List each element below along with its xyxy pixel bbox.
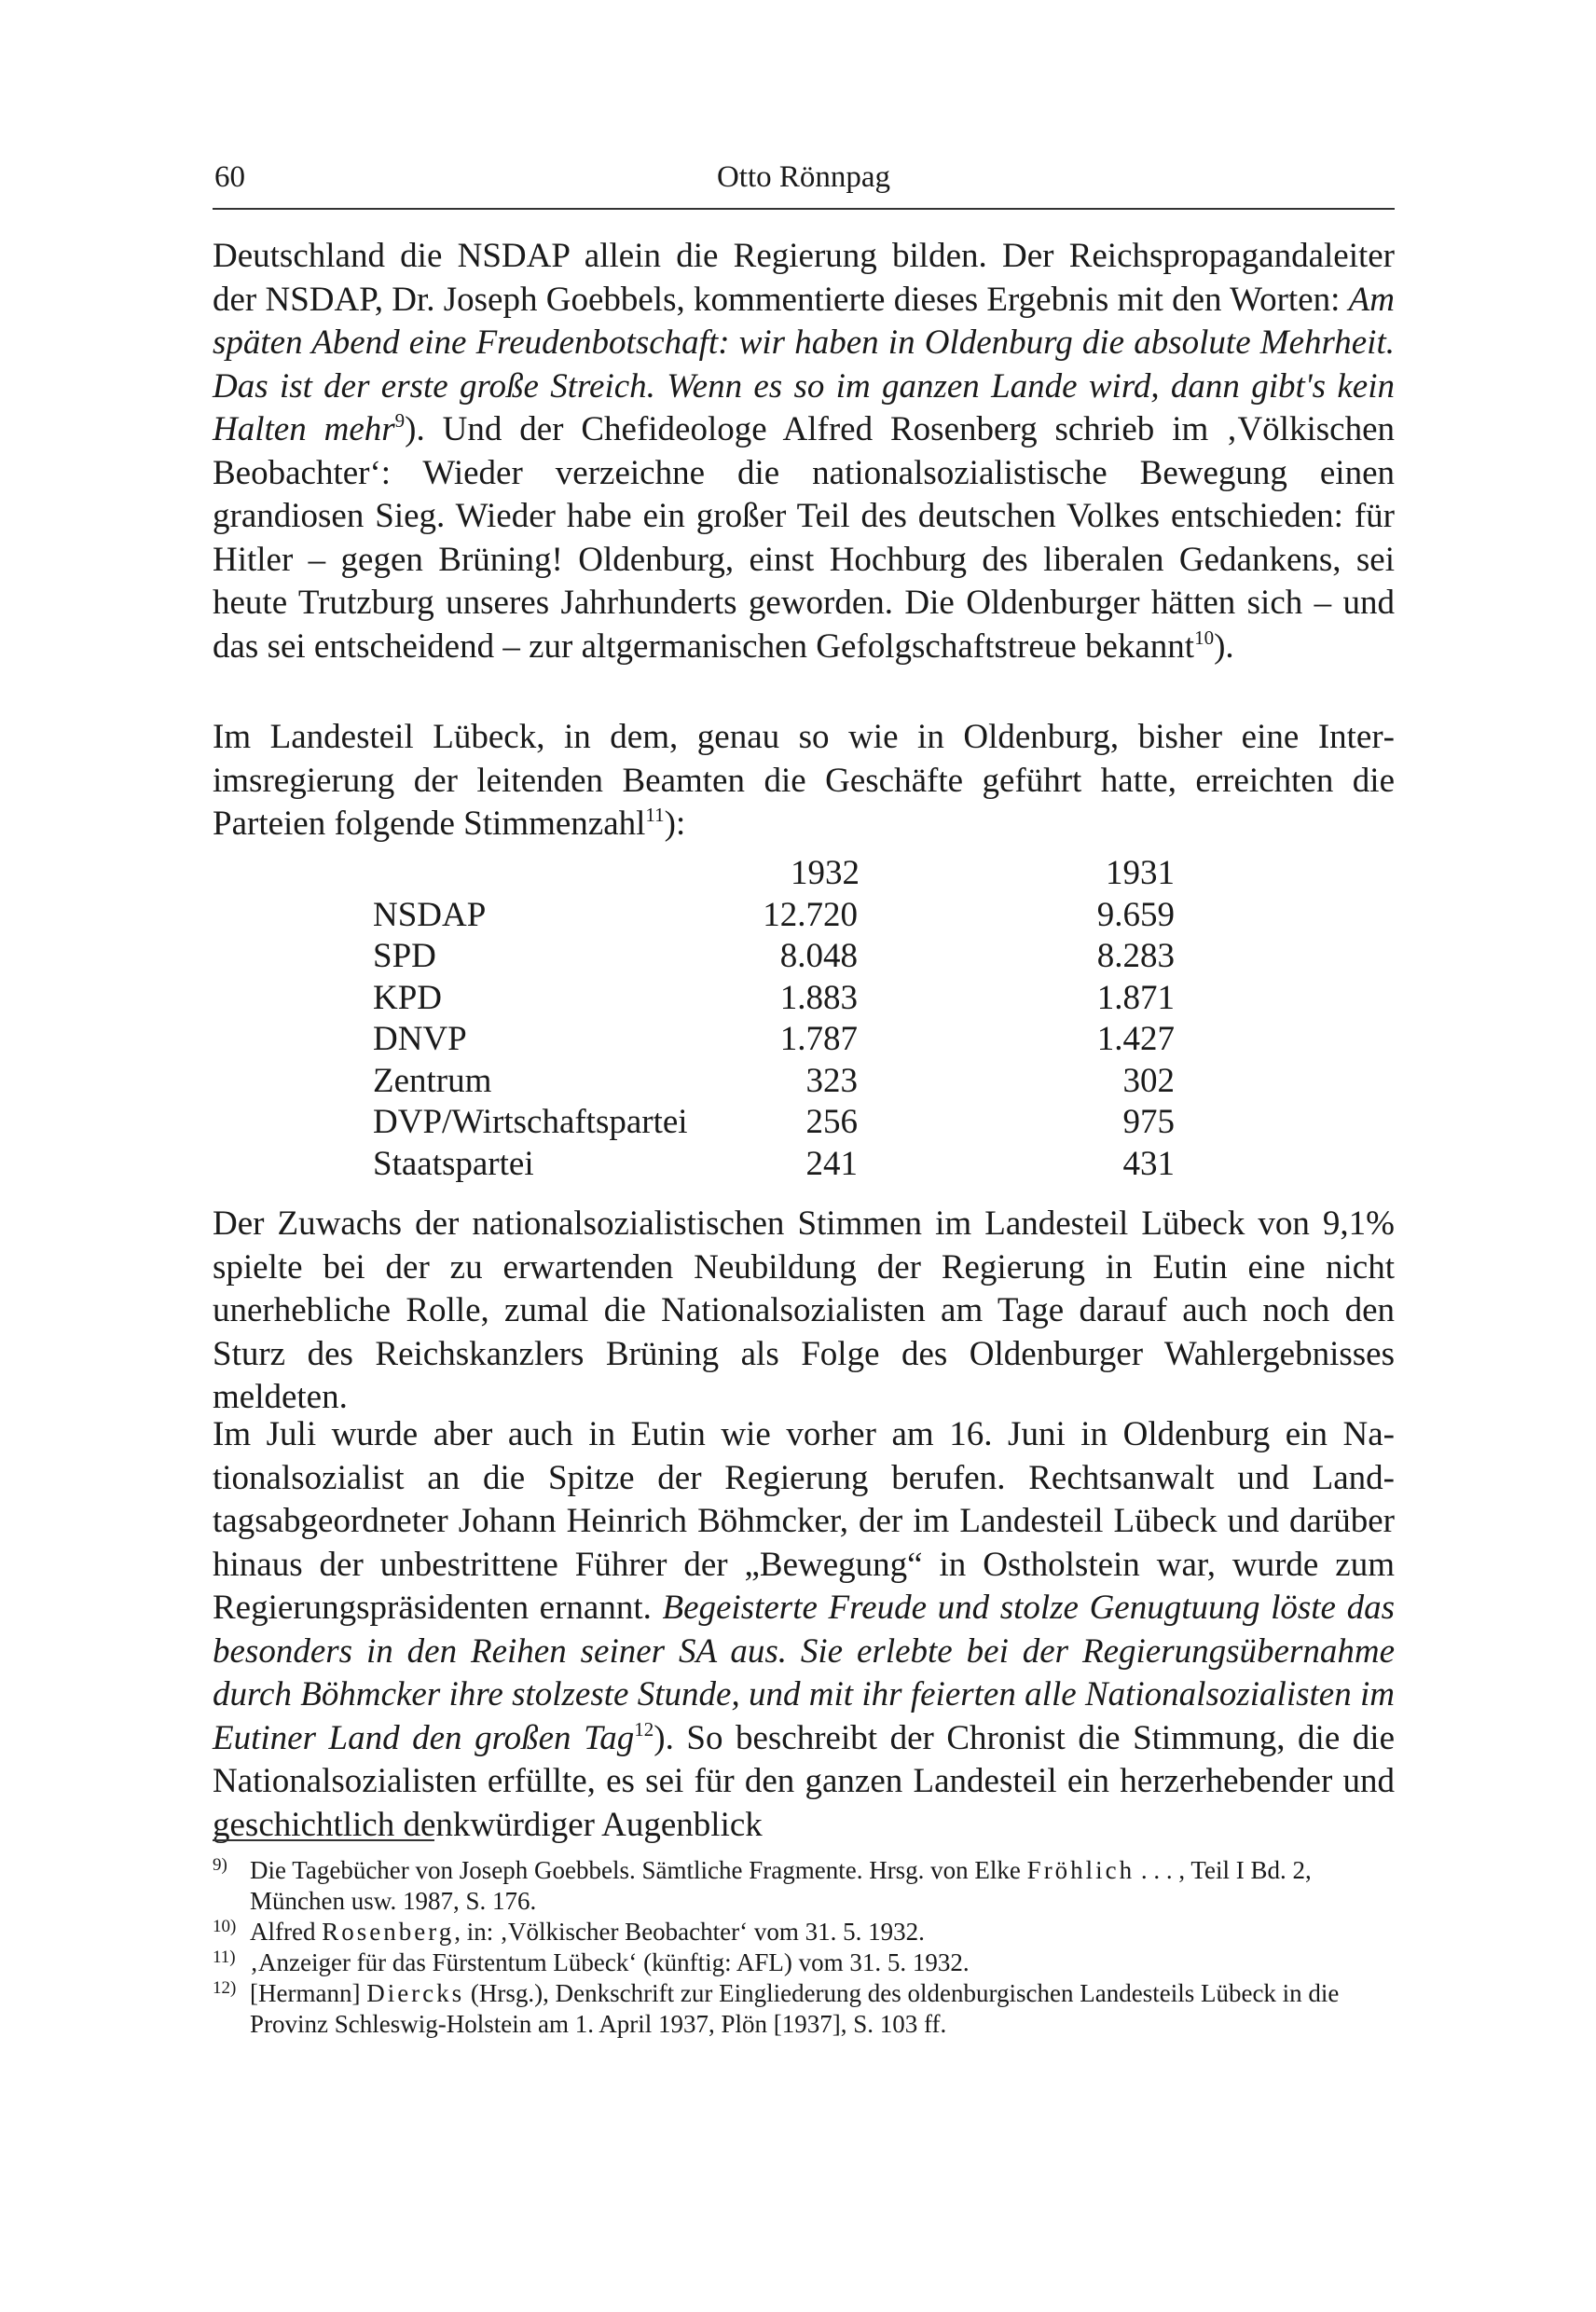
paragraph-text: Im Juli wurde aber auch in Eutin wie vorher am 16. Juni in Oldenburg ein Nationalsozialist an die Spitze der Regierung berufen. Rechtsanwalt und Landtagsabgeordneter Johann Heinrich Böhmcker, der im Landesteil Lübeck und darüber hinaus der unbestrittene Führer der „Bewegung“ in Ostholstein war, wurde zum Regierungspräsidenten ernannt.	[213, 1415, 1395, 1627]
footnote-author: Diercks	[366, 1979, 465, 2007]
footnote-text: , in: ‚Völkischer Beobachter‘ vom 31. 5. 1932.	[454, 1918, 925, 1946]
footnote	[213, 1855, 1395, 1917]
paragraph-text: ). Und der Chefideologe Alfred Rosenberg schrieb im ‚Völkischen Beobachter‘: Wieder verzeichne die nationalsozialistische Bewegung einen grandiosen Sieg. Wieder habe ein großer Teil des deutschen Volkes entschieden: für Hitler – gegen Brüning! Oldenburg, einst Hochburg des liberalen Gedankens, sei heute Trutzburg unseres Jahrhunderts geworden. Die Oldenburger hätten sich – und das sei entscheidend – zur altgermanischen Gefolgschaftstreue bekannt	[213, 410, 1395, 666]
party-name: Zentrum	[373, 1061, 492, 1100]
footnote-text: Die Tagebücher von Joseph Goebbels. Sämtliche Fragmente. Hrsg. von Elke	[250, 1856, 1027, 1884]
table-row	[373, 978, 1175, 1020]
votes-1931: 1.427	[1096, 1020, 1175, 1058]
party-name: NSDAP	[373, 895, 487, 934]
paragraph-2	[213, 716, 1395, 846]
footnotes	[213, 1855, 1395, 2040]
votes-1932: 1.883	[779, 978, 858, 1017]
table-row	[373, 1144, 1175, 1186]
footnote-text: ‚Anzeiger für das Fürstentum Lübeck‘ (künftig: AFL) vom 31. 5. 1932.	[250, 1948, 970, 1976]
paragraph-1	[213, 235, 1395, 668]
vote-table	[373, 853, 1175, 1185]
votes-1931: 431	[1122, 1144, 1175, 1183]
votes-1932: 256	[805, 1103, 858, 1141]
paragraph-3	[213, 1203, 1395, 1420]
paragraph-text: ):	[664, 805, 686, 843]
footnote	[213, 1947, 1395, 1978]
page-number: 60	[214, 160, 245, 194]
votes-1931: 302	[1122, 1061, 1175, 1100]
footnote-text: Alfred	[250, 1918, 323, 1946]
table-row	[373, 1102, 1175, 1144]
footnote	[213, 1917, 1395, 1947]
table-row	[373, 895, 1175, 937]
paragraph-4	[213, 1413, 1395, 1847]
footnote-text: . . . , Teil I Bd. 2, München usw. 1987, S. 176.	[250, 1856, 1312, 1915]
footnote-ref-9[interactable]: 9	[394, 409, 406, 432]
paragraph-text: ). So beschreibt der Chronist die Stimmung, die die Nationalsozialisten erfüllte, es sei für den ganzen Landesteil ein herzerhebender und geschichtlich denkwürdiger Augenblick	[213, 1718, 1395, 1844]
paragraph-text: Im Landesteil Lübeck, in dem, genau so wie in Oldenburg, bisher eine Interimsregierung der leitenden Beamten die Geschäfte geführt hatte, erreichten die Parteien folgende Stimmenzahl	[213, 718, 1395, 843]
quotation-italic: Begeisterte Freude und stolze Genugtuung löste das besonders in den Reihen seiner SA aus. Sie erlebte bei der Regierungsübernahme durch Böhmcker ihre stolzeste Stunde, und mit ihr feierten alle Nationalsozialisten im Eutiner Land den großen Tag	[213, 1589, 1395, 1757]
running-head	[213, 155, 1395, 200]
votes-1931: 975	[1122, 1103, 1175, 1141]
party-name: KPD	[373, 978, 443, 1017]
footnote-marker: 11)	[213, 1947, 236, 1967]
paragraph-text: ).	[1214, 626, 1234, 666]
votes-1931: 8.283	[1096, 937, 1175, 975]
votes-1932: 1.787	[779, 1020, 858, 1058]
footnote-text: [Hermann]	[250, 1979, 367, 2007]
footnote-ref-12[interactable]: 12	[634, 1717, 654, 1741]
column-header-1931: 1931	[1106, 854, 1175, 892]
paragraph-text: Deutschland die NSDAP allein die Regierung bilden. Der Reichspropagandaleiter der NSDAP, Dr. Joseph Goebbels, kommentierte dieses Ergebnis mit den Worten:	[213, 237, 1395, 319]
footnote-text: (Hrsg.), Denkschrift zur Eingliederung des oldenburgischen Landesteils Lübeck in die Provinz Schleswig-Holstein am 1. April 1937, Plön [1937], S. 103 ff.	[250, 1979, 1340, 2038]
quotation-italic: Am späten Abend eine Freudenbotschaft: wir haben in Oldenburg die absolute Mehrheit. Das ist der erste große Streich. Wenn es so im ganzen Lande wird, dann gibt's kein Halten mehr	[213, 280, 1395, 448]
running-head-author: Otto Rönnpag	[716, 160, 891, 194]
votes-1932: 12.720	[763, 895, 858, 934]
party-name: SPD	[373, 937, 436, 975]
footnote-author: Rosenberg	[322, 1918, 455, 1946]
header-rule	[213, 208, 1395, 210]
footnote-marker: 10)	[213, 1917, 237, 1936]
table-row	[373, 936, 1175, 978]
footnote	[213, 1978, 1395, 2040]
votes-1932: 323	[805, 1061, 858, 1100]
footnote-ref-10[interactable]: 10	[1194, 626, 1215, 649]
paragraph-text: Der Zuwachs der nationalsozialistischen Stimmen im Landesteil Lübeck von 9,1% spielte bei der zu erwartenden Neubildung der Regierung in Eutin eine nicht unerhebliche Rolle, zumal die Nationalsozialisten am Tage darauf auch noch den Sturz des Reichskanzlers Brüning als Folge des Oldenburger Wahlergebnisses meldeten.	[213, 1204, 1395, 1416]
footnote-author: Fröhlich	[1026, 1856, 1135, 1884]
table-header-row	[373, 853, 1175, 895]
table-row	[373, 1061, 1175, 1103]
footnote-marker: 12)	[213, 1978, 237, 1998]
votes-1931: 9.659	[1096, 895, 1175, 934]
party-name: DVP/Wirtschaftspartei	[373, 1103, 688, 1141]
column-header-1932: 1932	[791, 854, 860, 892]
votes-1932: 8.048	[779, 937, 858, 975]
footnote-ref-11[interactable]: 11	[645, 804, 665, 826]
party-name: Staatspartei	[373, 1144, 534, 1183]
footnote-rule	[213, 1839, 434, 1841]
footnote-marker: 9)	[213, 1855, 227, 1875]
votes-1931: 1.871	[1096, 978, 1175, 1017]
party-name: DNVP	[373, 1020, 467, 1058]
votes-1932: 241	[805, 1144, 858, 1183]
table-row	[373, 1019, 1175, 1061]
